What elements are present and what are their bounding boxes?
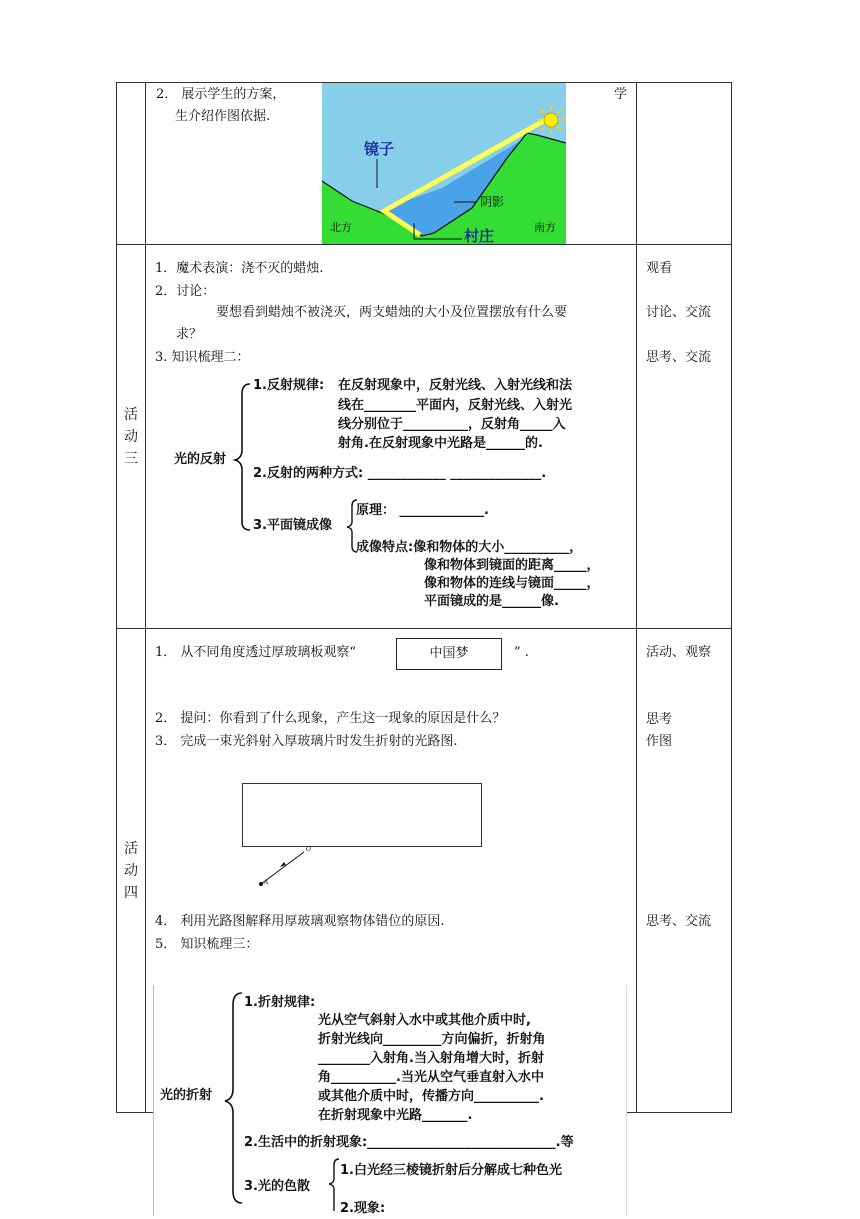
chinese-dream-text: 中国梦 (429, 646, 469, 661)
reflection-law-line-4: 射角.在反射现象中光路是______的. (338, 436, 543, 451)
reflection-law-line-1: 在反射现象中，反射光线、入射光线和法 (338, 378, 573, 393)
row2-item3: 3. 知识梳理二： (155, 350, 250, 365)
row3-right-1: 活动、观察 (646, 645, 712, 660)
row3-item5: 5． 知识梳理三： (155, 937, 259, 952)
refraction-law-line-4: 角__________.当光从空气垂直射入水中 (318, 1070, 544, 1085)
row3-right-2: 思考 (646, 712, 673, 727)
reflection-law-line-3: 线分别位于__________，反射角_____入 (338, 417, 566, 432)
table-left-border (116, 82, 117, 1112)
refraction-life-examples: 2.生活中的折射现象:_____________________________.等 (244, 1135, 574, 1150)
row3-right-3: 作图 (646, 734, 673, 749)
refraction-law-line-2: 折射光线向_________方向偏折，折射角 (318, 1032, 546, 1047)
refraction-main-brace (222, 991, 244, 1206)
mirror-village-svg (322, 83, 566, 244)
dispersion-brace (327, 1157, 341, 1211)
label-village: 村庄 (464, 227, 495, 245)
row3-item4: 4． 利用光路图解释用厚玻璃观察物体错位的原因. (155, 914, 445, 929)
reflection-main-brace (232, 382, 252, 532)
refraction-law-line-1: 光从空气斜射入水中或其他介质中时, (318, 1013, 531, 1028)
mirror-feature-1: 成像特点:像和物体的大小__________， (356, 540, 583, 555)
mirror-feature-2: 像和物体到镜面的距离_____， (424, 558, 600, 573)
row1-item2-line1: 2． 展示学生的方案， (156, 87, 286, 102)
label-north: 北方 (330, 221, 352, 234)
reflection-root: 光的反射 (174, 452, 227, 467)
dispersion-title: 3.光的色散 (244, 1179, 310, 1194)
table-col-divider-1 (145, 82, 146, 1112)
reflection-law-title: 1.反射规律: (253, 378, 325, 393)
refraction-law-title: 1.折射规律: (244, 995, 316, 1010)
dispersion-item-1: 1.白光经三棱镜折射后分解成七种色光 (340, 1163, 562, 1178)
label-shadow: 阴影 (480, 195, 505, 209)
mirror-image-title: 3.平面镜成像 (253, 518, 332, 533)
chinese-dream-box (396, 638, 502, 670)
label-mirror: 镜子 (364, 140, 395, 158)
row3-item1: 1． 从不同角度透过厚玻璃板观察“ (155, 645, 357, 660)
refraction-root: 光的折射 (160, 1088, 213, 1103)
row2-item1: 1．魔术表演：浇不灭的蜡烛. (155, 261, 324, 276)
reflection-law-line-2: 线在________平面内，反射光线、入射光 (338, 398, 573, 413)
row2-right-2: 讨论、交流 (646, 305, 712, 320)
mirror-village-figure (322, 83, 566, 244)
refraction-law-line-6: 在折射现象中光路_______. (318, 1108, 473, 1123)
row2-item2-question-end: 求？ (176, 327, 203, 342)
reflection-two-ways: 2.反射的两种方式: ____________ ______________. (253, 466, 547, 481)
row1-xue: 学 (614, 87, 628, 102)
row2-right-3: 思考、交流 (646, 350, 712, 365)
dispersion-item-2: 2.现象: (340, 1201, 386, 1216)
refraction-law-line-5: 或其他介质中时，传播方向__________. (318, 1089, 544, 1104)
row2-item2-question: 要想看到蜡烛不被浇灭，两支蜡烛的大小及位置摆放有什么要 (216, 305, 568, 320)
table-row-divider-1 (116, 244, 732, 245)
row2-item2: 2．讨论： (155, 284, 216, 299)
mirror-principle: 原理： _____________. (356, 503, 489, 518)
row1-item2-line2: 生介绍作图依据. (175, 109, 271, 124)
label-point-a: A (264, 879, 269, 886)
row3-item1-end: ” . (514, 645, 529, 660)
table-col-divider-2 (636, 82, 637, 1112)
point-a (259, 882, 263, 886)
glass-slab (243, 784, 482, 847)
glass-slab-svg (242, 783, 482, 887)
table-right-border (731, 82, 732, 1112)
sun-icon (544, 113, 558, 127)
mirror-feature-4: 平面镜成的是______像. (424, 594, 559, 609)
label-south: 南方 (534, 221, 556, 234)
glass-slab-diagram (242, 783, 482, 887)
row2-right-1: 观看 (646, 261, 673, 276)
label-point-o: O (306, 846, 311, 853)
refraction-concept-map (153, 985, 627, 1216)
row3-item3: 3． 完成一束光斜射入厚玻璃片时发生折射的光路图. (155, 734, 458, 749)
table-row-divider-2 (116, 628, 732, 629)
mirror-feature-3: 像和物体的连线与镜面_____， (424, 576, 600, 591)
refraction-law-line-3: ________入射角.当入射角增大时，折射 (318, 1051, 544, 1066)
row3-right-4: 思考、交流 (646, 914, 712, 929)
row3-item2: 2． 提问：你看到了什么现象，产生这一现象的原因是什么？ (155, 711, 506, 726)
